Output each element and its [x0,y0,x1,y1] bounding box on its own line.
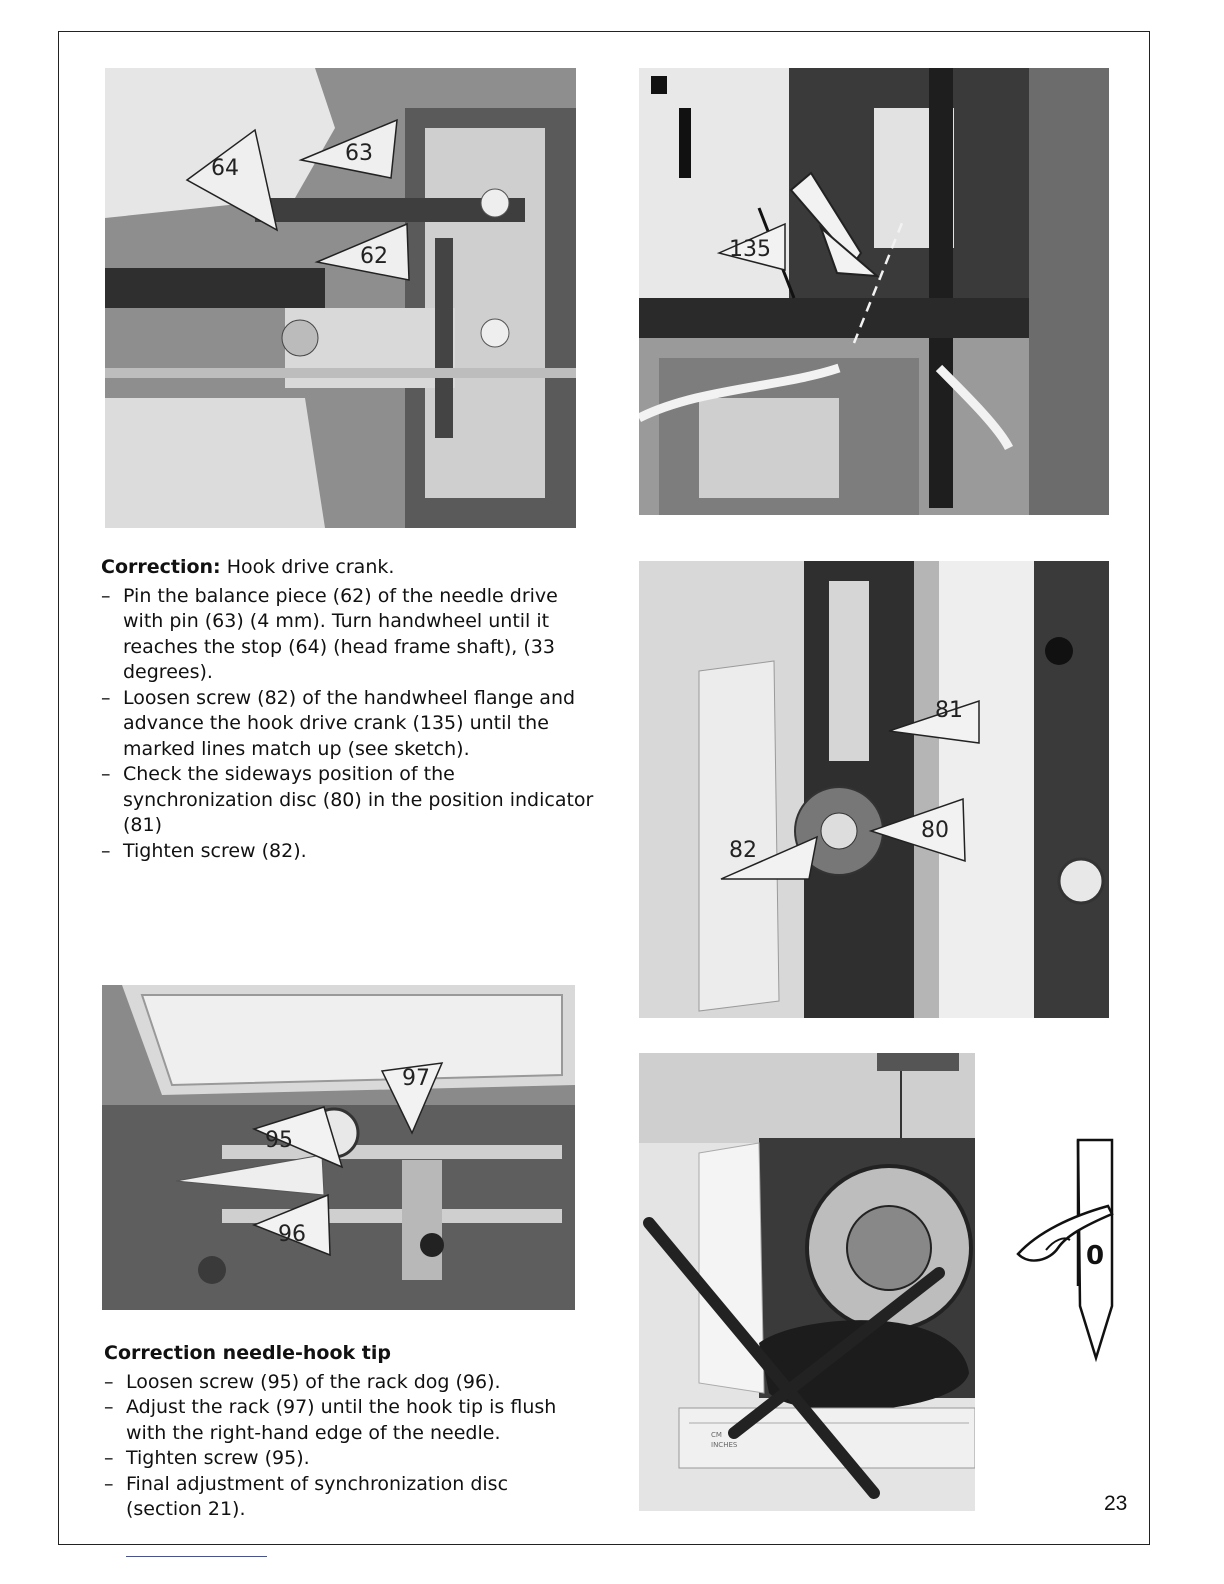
photo-rotary-hook [639,1053,975,1511]
callout-81: 81 [935,698,963,723]
step-item: – Loosen screw (95) of the rack dog (96). [104,1370,584,1396]
photo-synchronization-disc [639,561,1109,1018]
callout-96: 96 [278,1222,306,1247]
step-item: – Final adjustment of synchronization disc (section 21). [104,1472,584,1523]
scale-label-cm: CM [711,1431,722,1439]
sketch-label-zero: 0 [1086,1241,1105,1271]
callout-80: 80 [921,818,949,843]
photo-hook-drive-crank-image [639,68,1109,515]
correction-hook-drive-crank-heading: Correction: Hook drive crank. [101,556,395,578]
callout-95: 95 [265,1128,293,1153]
step-item: – Check the sideways position of the synchronization disc (80) in the position indicator (81) [101,762,601,839]
photo-needle-drive-image [105,68,576,528]
callout-64: 64 [211,156,239,181]
needle-hook-sketch-drawing [1010,1136,1120,1364]
step-item: – Adjust the rack (97) until the hook tip is flush with the right-hand edge of the needle. [104,1395,584,1446]
photo-rack-dog-image [102,985,575,1310]
callout-62: 62 [360,244,388,269]
footer-underline [126,1556,267,1557]
photo-hook-drive-crank [639,68,1109,515]
photo-synchronization-disc-image [639,561,1109,1018]
needle-hook-sketch [1010,1136,1120,1364]
scale-label-inches: INCHES [711,1441,738,1449]
correction-needle-hook-tip-steps [104,1370,584,1523]
step-item: – Loosen screw (82) of the handwheel flange and advance the hook drive crank (135) until the marked lines match up (see sketch). [101,686,601,763]
page-number: 23 [1104,1492,1128,1515]
callout-135: 135 [729,237,771,262]
correction-needle-hook-tip-heading: Correction needle-hook tip [104,1342,391,1364]
photo-rotary-hook-image [639,1053,975,1511]
correction-hook-drive-crank [101,555,601,864]
callout-82: 82 [729,838,757,863]
step-item: – Tighten screw (95). [104,1446,584,1472]
callout-63: 63 [345,141,373,166]
step-item: – Tighten screw (82). [101,839,601,865]
correction-needle-hook-tip [104,1341,584,1523]
photo-needle-drive [105,68,576,528]
correction-hook-drive-crank-steps [101,584,601,865]
callout-97: 97 [402,1066,430,1091]
photo-rack-dog [102,985,575,1310]
step-item: – Pin the balance piece (62) of the needle drive with pin (63) (4 mm). Turn handwheel until it reaches the stop (64) (head frame shaft), (33 degrees). [101,584,601,686]
